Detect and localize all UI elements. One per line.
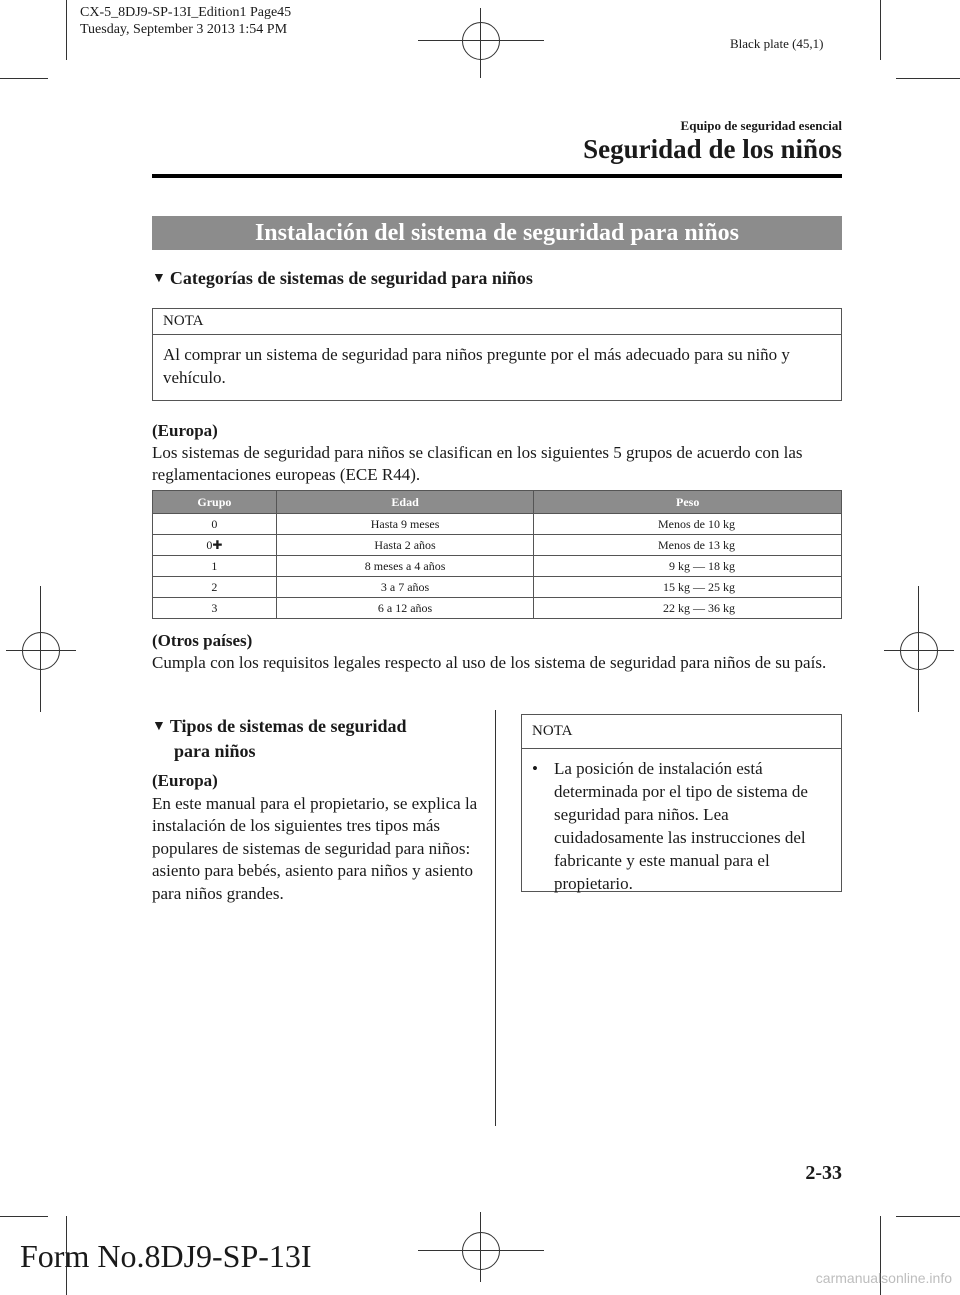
europe-label: (Europa)	[152, 421, 218, 440]
note-body: Al comprar un sistema de seguridad para niños pregunte por el más adecuado para su niño y vehículo.	[163, 345, 790, 387]
types-paragraph	[152, 770, 482, 905]
table-row	[153, 577, 842, 598]
running-header-title: Seguridad de los niños	[583, 134, 842, 164]
table-header-row	[153, 491, 842, 514]
note-bullet-text: La posición de instalación está determinada por el tipo de sistema de seguridad para niños. Lea cuidadosamente las instrucciones del fabricante y este manual para el propietario.	[554, 759, 808, 893]
cell-peso: Menos de 10 kg	[534, 514, 842, 535]
section-heading-categories	[152, 266, 533, 291]
cell-peso: 15 kg ― 25 kg	[534, 577, 842, 598]
note-title: NOTA	[532, 723, 573, 739]
other-countries-text: Cumpla con los requisitos legales respecto al uso de los sistema de seguridad para niños de su país.	[152, 653, 827, 672]
table-row	[153, 514, 842, 535]
form-number: Form No.8DJ9-SP-13I	[20, 1238, 312, 1274]
cell-peso: 22 kg ― 36 kg	[534, 598, 842, 619]
cell-peso: 9 kg ― 18 kg	[534, 556, 842, 577]
column-divider	[495, 710, 496, 1126]
watermark: carmanualsonline.info	[815, 1270, 952, 1286]
table-row	[153, 535, 842, 556]
plate-label: Black plate (45,1)	[730, 36, 824, 51]
types-europe-label: (Europa)	[152, 771, 218, 790]
cell-grupo: 0	[153, 514, 277, 535]
other-countries-label: (Otros países)	[152, 631, 253, 650]
table-row	[153, 556, 842, 577]
cell-peso: Menos de 13 kg	[534, 535, 842, 556]
other-countries-paragraph	[152, 630, 842, 674]
column-header-edad: Edad	[276, 491, 534, 514]
print-file-name: CX-5_8DJ9-SP-13I_Edition1 Page45	[80, 5, 292, 20]
page-number: 2-33	[805, 1162, 842, 1184]
note-title: NOTA	[163, 313, 204, 329]
running-header-subtitle: Equipo de seguridad esencial	[680, 118, 842, 133]
section-heading-line1: Tipos de sistemas de seguridad	[169, 716, 407, 736]
cell-edad: Hasta 9 meses	[276, 514, 534, 535]
cell-grupo: 1	[153, 556, 277, 577]
cell-edad: 6 a 12 años	[276, 598, 534, 619]
note-box-right	[521, 714, 842, 892]
triangle-down-icon: ▼	[152, 271, 166, 286]
cell-edad: 8 meses a 4 años	[276, 556, 534, 577]
column-header-peso: Peso	[534, 491, 842, 514]
print-metadata	[80, 4, 291, 38]
child-restraint-groups-table	[152, 490, 842, 619]
triangle-down-icon: ▼	[152, 719, 166, 734]
europe-text: Los sistemas de seguridad para niños se clasifican en los siguientes 5 grupos de acuerdo con las reglamentaciones europeas (ECE R44).	[152, 443, 803, 484]
bullet-icon: •	[532, 759, 538, 778]
table-row	[153, 598, 842, 619]
column-header-grupo: Grupo	[153, 491, 277, 514]
note-box	[152, 308, 842, 401]
types-text: En este manual para el propietario, se explica la instalación de los siguientes tres tipos más populares de sistemas de seguridad para niños: asiento para bebés, asiento para niños y asiento para niños grandes.	[152, 793, 478, 903]
cell-edad: Hasta 2 años	[276, 535, 534, 556]
header-rule	[152, 174, 842, 178]
cell-edad: 3 a 7 años	[276, 577, 534, 598]
section-banner: Instalación del sistema de seguridad para niños	[152, 216, 842, 250]
cell-grupo: 0✚	[153, 535, 277, 556]
europe-paragraph	[152, 420, 842, 486]
cell-grupo: 3	[153, 598, 277, 619]
section-heading-types	[152, 714, 472, 763]
section-heading-text: Categorías de sistemas de seguridad para niños	[169, 268, 533, 288]
note-bullet-item	[522, 749, 841, 903]
section-heading-line2: para niños	[174, 741, 256, 761]
cell-grupo: 2	[153, 577, 277, 598]
print-date: Tuesday, September 3 2013 1:54 PM	[80, 22, 288, 37]
